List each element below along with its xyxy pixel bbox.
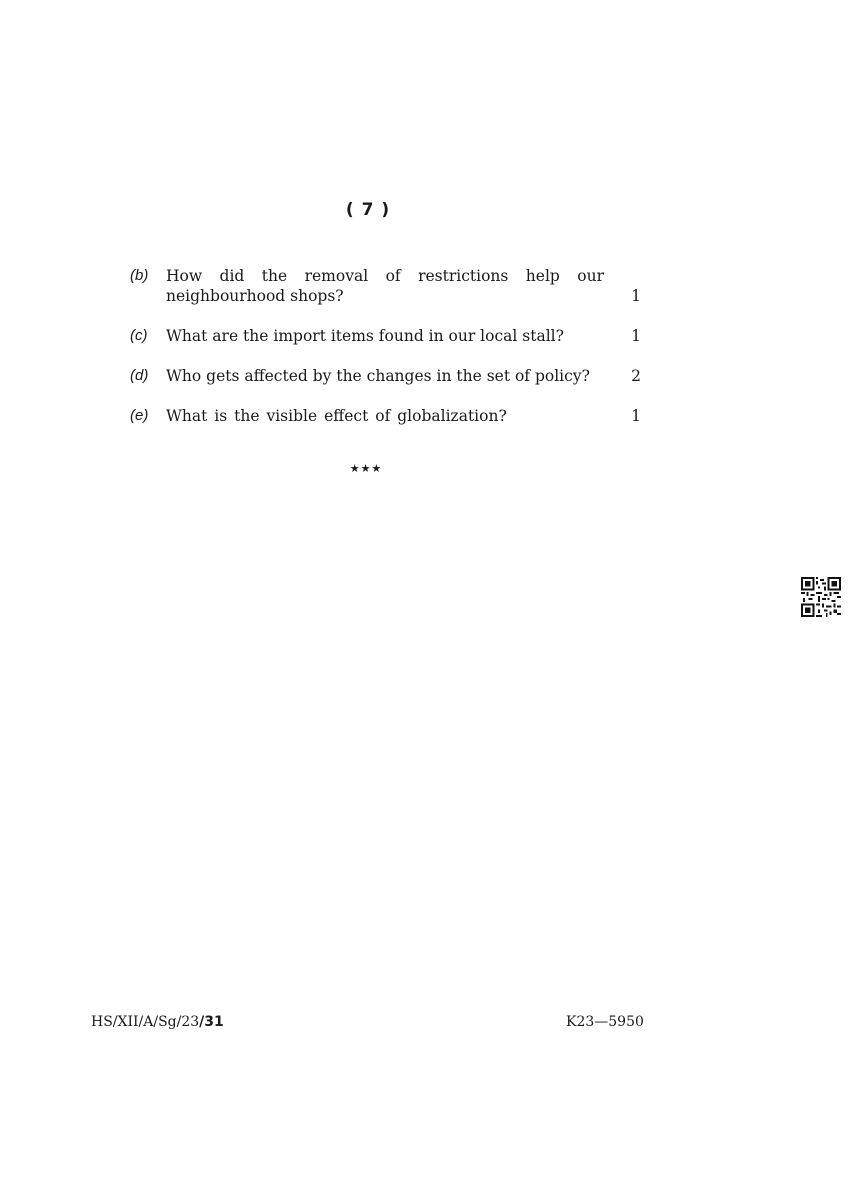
- question-marks: 1: [631, 327, 641, 345]
- footer-serial: K23—5950: [566, 1014, 644, 1030]
- word: How: [166, 267, 203, 285]
- question-marks: 1: [631, 407, 641, 425]
- word: restrictions: [418, 267, 509, 285]
- qr-code-icon: [801, 577, 841, 617]
- question-text: Who gets affected by the changes in the set of policy?: [166, 367, 590, 385]
- word: did: [219, 267, 245, 285]
- word: of: [385, 267, 401, 285]
- footer-paper-code: [91, 1014, 224, 1030]
- question-label: (e): [130, 407, 149, 424]
- paper-code-suffix: /31: [199, 1014, 224, 1030]
- question-text: What are the import items found in our local stall?: [166, 327, 564, 345]
- question-label: (c): [130, 327, 148, 344]
- question-label: (d): [130, 367, 149, 384]
- question-line-2: neighbourhood shops?: [166, 287, 344, 305]
- word: our: [577, 267, 604, 285]
- question-label: (b): [130, 267, 149, 284]
- question-text: [166, 266, 606, 306]
- question-text: What is the visible effect of globalization?: [166, 407, 507, 425]
- page-number: ( 7 ): [345, 200, 391, 220]
- end-marker: ★★★: [349, 462, 383, 475]
- word: removal: [304, 267, 369, 285]
- paper-code-prefix: HS/XII/A/Sg/23: [91, 1014, 200, 1030]
- question-marks: 1: [631, 287, 641, 305]
- question-marks: 2: [631, 367, 641, 385]
- question-line-1: [166, 266, 604, 286]
- word: the: [261, 267, 288, 285]
- word: help: [525, 267, 560, 285]
